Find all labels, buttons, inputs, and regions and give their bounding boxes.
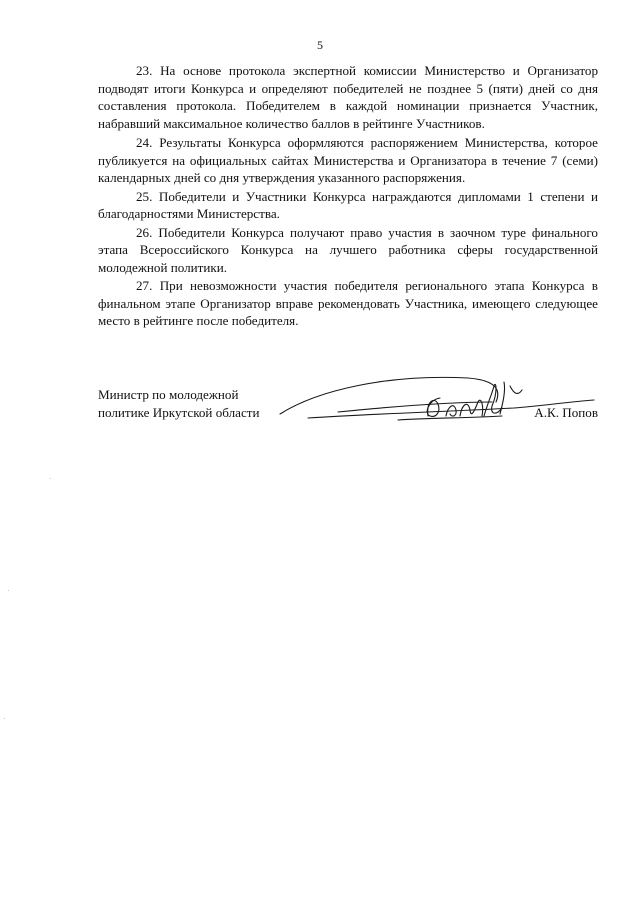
paragraph-26 <box>98 224 598 277</box>
document-body <box>98 62 598 330</box>
scan-speck <box>4 718 5 719</box>
signatory-title: Министр по молодежной политике Иркутской области <box>98 387 260 420</box>
paragraph-text: На основе протокола экспертной комиссии Министерство и Организатор подводят итоги Конкурса и определяют победителей не позднее 5 (пяти) дней со дня составления протокола. Победителем в каждой номинации признается Участник, набравший максимальное количество баллов в рейтинге Участников. <box>98 63 598 131</box>
paragraph-number: 24. <box>136 135 153 150</box>
paragraph-23 <box>98 62 598 132</box>
paragraph-25 <box>98 188 598 223</box>
paragraph-text: Результаты Конкурса оформляются распоряжением Министерства, которое публикуется на официальных сайтах Министерства и Организатора в течение 7 (семи) календарных дней со дня утверждения указанного распоряжения. <box>98 135 598 185</box>
paragraph-text: Победители и Участники Конкурса награждаются дипломами 1 степени и благодарностями Министерства. <box>98 188 599 221</box>
page-number: 5 <box>317 38 323 52</box>
paragraph-27 <box>98 277 598 330</box>
handwritten-signature <box>278 372 598 432</box>
paragraph-number: 27. <box>136 278 153 293</box>
paragraph-24 <box>98 134 598 187</box>
paragraph-text: Победители Конкурса получают право участия в заочном туре финального этапа Всероссийского Конкурса на лучшего работника сферы государственной молодежной политики. <box>98 224 598 275</box>
scan-speck <box>8 590 9 591</box>
paragraph-number: 23. <box>136 63 153 78</box>
paragraph-text: При невозможности участия победителя регионального этапа Конкурса в финальном этапе Организатор вправе рекомендовать Участника, имеющего следующее место в рейтинге после победителя. <box>98 278 598 328</box>
paragraph-number: 26. <box>136 224 153 240</box>
paragraph-number: 25. <box>136 188 153 204</box>
scan-speck <box>50 478 51 479</box>
signature-block <box>98 386 598 436</box>
signatory-name: А.К. Попов <box>534 404 598 420</box>
